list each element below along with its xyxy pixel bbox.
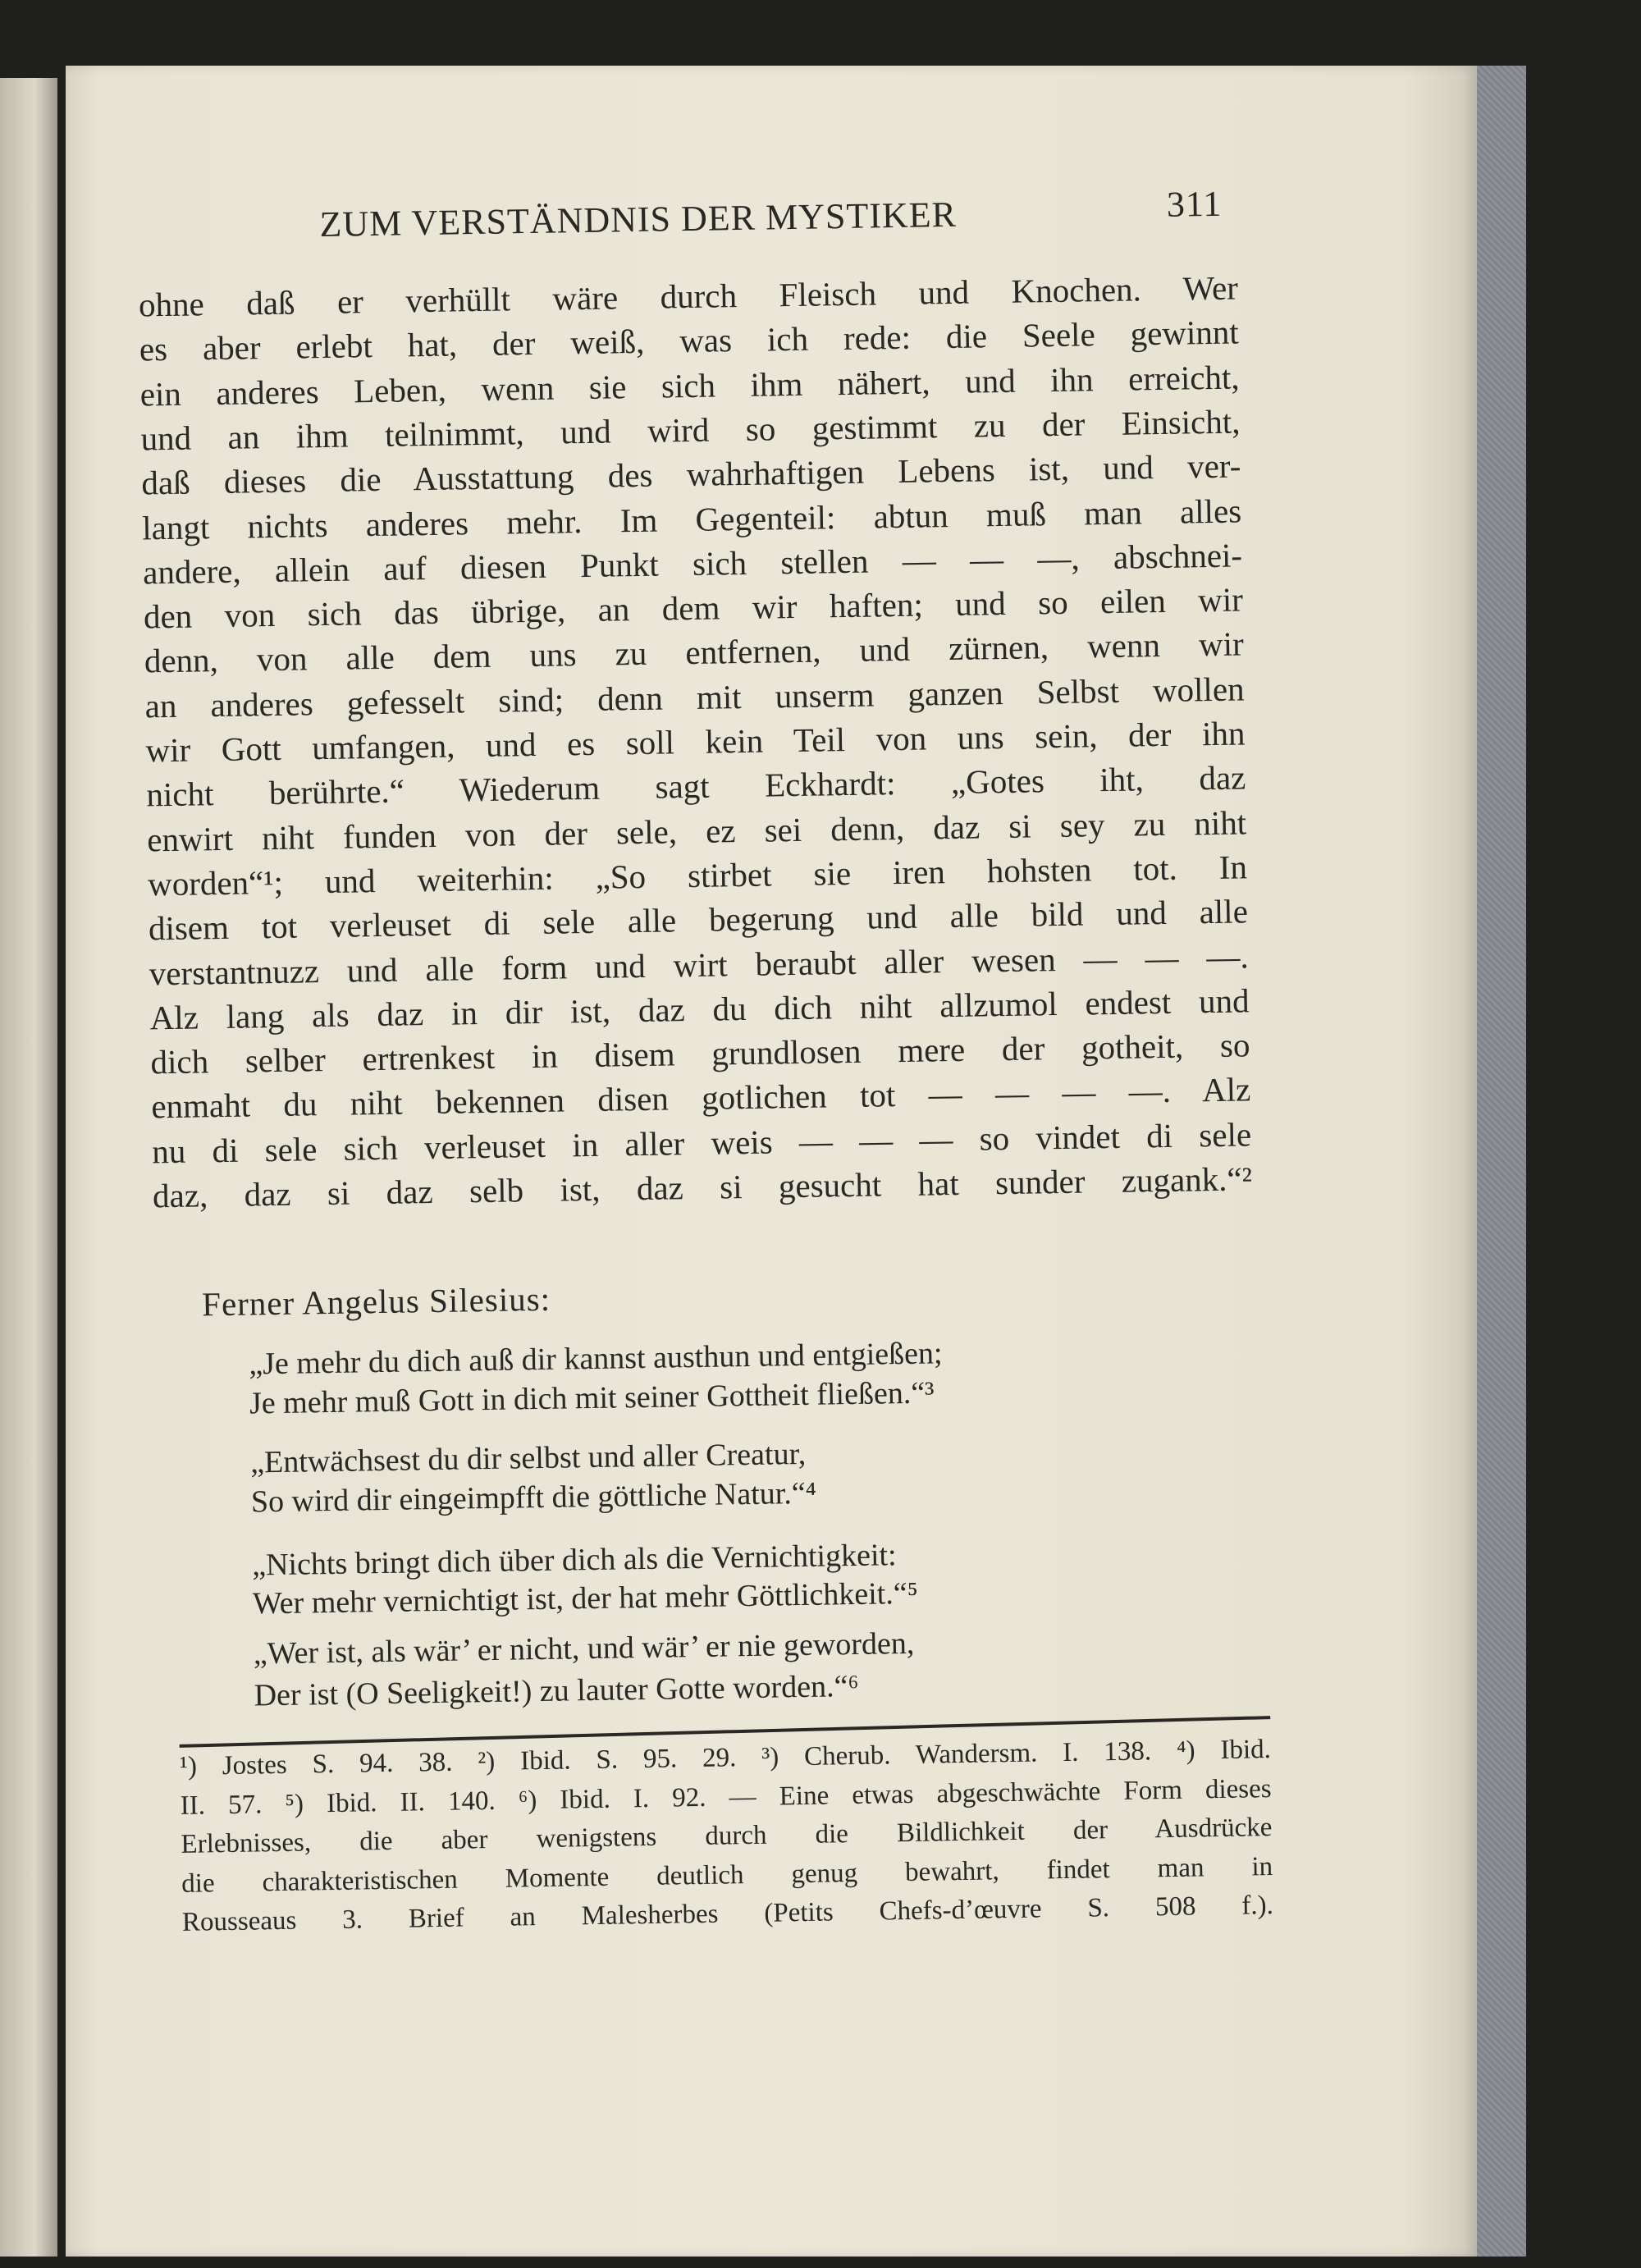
poem-line: Je mehr muß Gott in dich mit seiner Gottheit fließen.“³ [249,1375,935,1421]
footnote-line: ¹) Jostes S. 94. 38. ²) Ibid. S. 95. 29. ³) Cherub. Wandersm. I. 138. ⁴) Ibid. [179,1735,1272,1781]
running-title: ZUM VERSTÄNDNIS DER MYSTIKER [319,194,958,245]
poem-line: „Entwächsest du dir selbst und aller Creatur, [249,1436,807,1480]
body-line: ohne daß er verhüllt wäre durch Fleisch und Knochen. Wer [138,268,1239,324]
poem-line: Der ist (O Seeligkeit!) zu lauter Gotte worden.“⁶ [254,1668,860,1713]
poem-line: „Je mehr du dich auß dir kannst austhun und entgießen; [248,1336,943,1382]
body-line: disem tot verleuset di sele alle begerung und alle bild und alle [148,892,1249,948]
body-line: dich selber ertrenkest in disem grundlosen mere der gotheit, so [150,1026,1250,1081]
body-line: verstantnuzz und alle form und wirt beraubt aller wesen — — —. [149,936,1250,992]
body-line: enmaht du niht bekennen disen gotlichen tot — — — —. Alz [151,1070,1251,1126]
poem-line: Wer mehr vernichtigt ist, der hat mehr Göttlichkeit.“⁵ [252,1575,919,1621]
poem-line: So wird dir eingeimpfft die göttliche Natur.“⁴ [250,1475,817,1520]
body-line: und an ihm teilnimmt, und wird so gestimmt zu der Einsicht, [140,402,1241,458]
body-line: ein anderes Leben, wenn sie sich ihm nähert, und ihn erreicht, [139,358,1240,414]
body-line: es aber erlebt hat, der weiß, was ich rede: die Seele gewinnt [139,313,1240,368]
body-line: langt nichts anderes mehr. Im Gegenteil: abtun muß man alles [141,491,1242,546]
body-line: wir Gott umfangen, und es soll kein Teil von uns sein, der ihn [145,714,1246,770]
body-line: enwirt niht funden von der sele, ez sei denn, daz si sey zu niht [146,802,1247,859]
body-line: nu di sele sich verleuset in aller weis — — — so vindet di sele [151,1115,1252,1171]
body-line: daß dieses die Ausstattung des wahrhaftigen Lebens ist, und ver- [141,446,1241,502]
body-line: den von sich das übrige, an dem wir haften; und so eilen wir [143,580,1244,636]
body-line: andere, allein auf diesen Punkt sich stellen — — —, abschnei- [142,536,1243,592]
poem-line: „Wer ist, als wär’ er nicht, und wär’ er nie geworden, [253,1626,915,1671]
body-line: nicht berührte.“ Wiederum sagt Eckhardt: „Gotes iht, daz [146,758,1246,814]
body-line: worden“¹; und weiterhin: „So stirbet sie iren hohsten tot. In [147,848,1248,903]
poem-line: „Nichts bringt dich über dich als die Vernichtigkeit: [251,1538,897,1583]
footnote-line: die charakteristischen Momente deutlich genug bewahrt, findet man in [181,1851,1273,1899]
intro-line: Ferner Angelus Silesius: [201,1279,551,1324]
body-line: Alz lang als daz in dir ist, daz du dich niht allzumol endest und [149,981,1250,1037]
body-line: denn, von alle dem uns zu entfernen, und zürnen, wenn wir [144,624,1245,680]
body-line: daz, daz si daz selb ist, daz si gesucht hat sunder zugank.“² [152,1159,1253,1215]
page-number: 311 [1166,183,1223,225]
running-header [319,183,1223,245]
footnote-line: Erlebnisses, die aber wenigstens durch die Bildlichkeit der Ausdrücke [181,1813,1273,1859]
body-line: an anderes gefesselt sind; denn mit unserm ganzen Selbst wollen [144,670,1245,725]
footnote-line: II. 57. ⁵) Ibid. II. 140. ⁶) Ibid. I. 92. — Eine etwas abgeschwächte Form dieses [180,1773,1272,1821]
footnote-line: Rousseaus 3. Brief an Malesherbes (Petits Chefs-d’œuvre S. 508 f.). [181,1891,1274,1937]
